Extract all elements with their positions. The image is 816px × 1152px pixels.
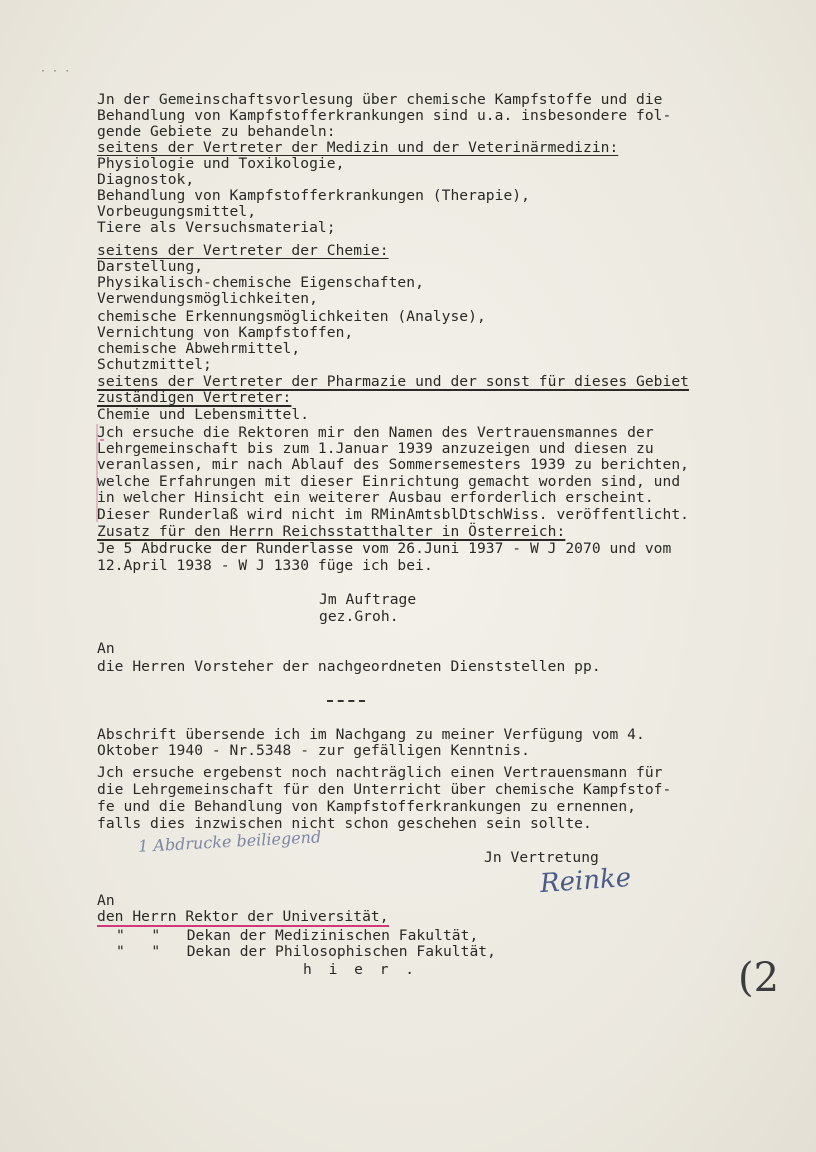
paragraph2-line: veranlassen, mir nach Ablauf des Sommersemesters 1939 zu berichten,: [97, 456, 690, 473]
paragraph3-line: Jch ersuche ergebenst noch nachträglich einen Vertrauensmann für: [97, 764, 663, 781]
paragraph1-line: gende Gebiete zu behandeln:: [97, 123, 336, 140]
recipient2-hier: h i e r .: [303, 961, 419, 978]
section-pharmazie-heading: seitens der Vertreter der Pharmazie und der sonst für dieses Gebiet: [97, 373, 690, 390]
zusatz-text-line: 12.April 1938 - W J 1330 füge ich bei.: [97, 557, 433, 574]
section-medizin-item: Physiologie und Toxikologie,: [97, 155, 345, 172]
paragraph3-line: fe und die Behandlung von Kampfstofferkrankungen zu ernennen,: [97, 798, 637, 815]
paragraph2-line: in welcher Hinsicht ein weiterer Ausbau erforderlich erscheint.: [97, 489, 654, 506]
section-chemie-item: Physikalisch-chemische Eigenschaften,: [97, 274, 424, 291]
recipient2-line: " " Dekan der Philosophischen Fakultät,: [116, 943, 496, 960]
paragraph2-line: Dieser Runderlaß wird nicht im RMinAmtsblDtschWiss. veröffentlicht.: [97, 506, 690, 523]
handwritten-note: 1 Abdrucke beiliegend: [137, 827, 322, 856]
paragraph1-line: Behandlung von Kampfstofferkrankungen sind u.a. insbesondere fol-: [97, 107, 672, 124]
paragraph3-line: die Lehrgemeinschaft für den Unterricht über chemische Kampfstof-: [97, 781, 672, 798]
paragraph3-line: falls dies inzwischen nicht schon geschehen sein sollte.: [97, 815, 592, 832]
section-pharmazie-item: Chemie und Lebensmittel.: [97, 406, 310, 423]
section-chemie-item: chemische Erkennungsmöglichkeiten (Analyse),: [97, 308, 486, 325]
page-number-handwritten: (2: [738, 955, 780, 1001]
paragraph2-line: welche Erfahrungen mit dieser Einrichtung gemacht worden sind, und: [97, 473, 681, 490]
separator-line: [327, 700, 365, 702]
zusatz-heading: Zusatz für den Herrn Reichsstatthalter in Österreich:: [97, 523, 566, 540]
section-chemie-item: Schutzmittel;: [97, 356, 212, 373]
signature1-label: Jm Auftrage: [319, 591, 417, 608]
paragraph3-line: Oktober 1940 - Nr.5348 - zur gefälligen Kenntnis.: [97, 742, 530, 759]
signature2-label: Jn Vertretung: [484, 849, 599, 866]
section-chemie-item: chemische Abwehrmittel,: [97, 340, 301, 357]
recipient2-main: den Herrn Rektor der Universität,: [97, 908, 389, 925]
section-chemie-item: Vernichtung von Kampfstoffen,: [97, 324, 354, 341]
signature2-handwritten: Reinke: [539, 862, 633, 900]
section-chemie-item: Darstellung,: [97, 258, 204, 275]
recipient1-line: die Herren Vorsteher der nachgeordneten Dienststellen pp.: [97, 658, 601, 675]
header-marks: · · ·: [40, 66, 71, 77]
paragraph1-line: Jn der Gemeinschaftsvorlesung über chemische Kampfstoffe und die: [97, 91, 663, 108]
section-medizin-item: Behandlung von Kampfstofferkrankungen (Therapie),: [97, 187, 530, 204]
signature1-name: gez.Groh.: [319, 608, 399, 625]
section-medizin-heading: seitens der Vertreter der Medizin und der Veterinärmedizin:: [97, 139, 619, 156]
recipient1-an: An: [97, 640, 115, 657]
section-medizin-item: Vorbeugungsmittel,: [97, 203, 257, 220]
paragraph2-line: Lehrgemeinschaft bis zum 1.Januar 1939 anzuzeigen und diesen zu: [97, 440, 654, 457]
recipient2-line: " " Dekan der Medizinischen Fakultät,: [116, 927, 479, 944]
zusatz-text-line: Je 5 Abdrucke der Runderlasse vom 26.Juni 1937 - W J 2070 und vom: [97, 540, 672, 557]
section-medizin-item: Tiere als Versuchsmaterial;: [97, 219, 336, 236]
paragraph2-line: Jch ersuche die Rektoren mir den Namen des Vertrauensmannes der: [97, 424, 654, 441]
recipient2-line: [97, 909, 389, 925]
paragraph3-line: Abschrift übersende ich im Nachgang zu meiner Verfügung vom 4.: [97, 726, 645, 743]
section-pharmazie-heading: zuständigen Vertreter:: [97, 389, 292, 406]
recipient2-an: An: [97, 892, 115, 909]
section-chemie-heading: seitens der Vertreter der Chemie:: [97, 242, 389, 259]
section-chemie-item: Verwendungsmöglichkeiten,: [97, 290, 318, 307]
section-medizin-item: Diagnostok,: [97, 171, 195, 188]
